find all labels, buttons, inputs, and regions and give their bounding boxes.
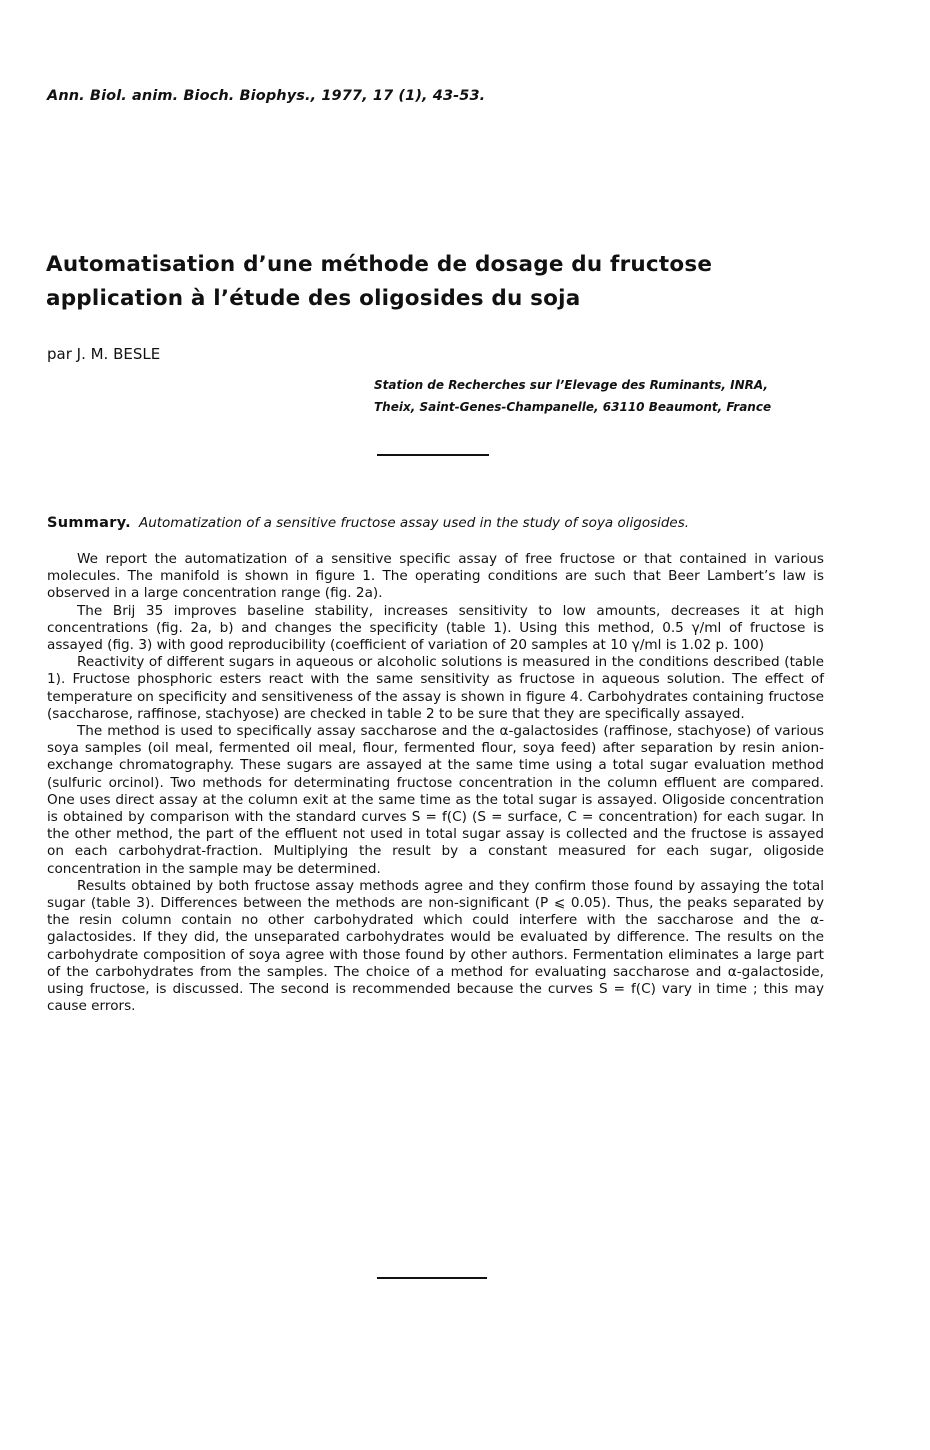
separator-rule-bottom <box>377 1277 487 1279</box>
title-line-1: Automatisation d’une méthode de dosage du fructose <box>46 252 713 277</box>
summary-paragraph-3: Reactivity of different sugars in aqueous or alcoholic solutions is measured in the conditions described (table 1). Fructose phosphoric esters react with the same sensitivity as fructose in aqueous solution. The effect of temperature on specificity and sensitiveness of the assay is shown in figure 4. Carbohydrates containing fructose (saccharose, raffinose, stachyose) are checked in table 2 to be sure that they are specifically assayed. <box>47 654 824 722</box>
summary-paragraph-1: We report the automatization of a sensitive specific assay of free fructose or that contained in various molecules. The manifold is shown in figure 1. The operating conditions are such that Beer Lambert’s law is observed in a large concentration range (fig. 2a). <box>47 551 824 602</box>
affiliation-line-1: Station de Recherches sur l’Elevage des Ruminants, INRA, <box>374 378 768 392</box>
summary-paragraph-2: The Brij 35 improves baseline stability, increases sensitivity to low amounts, decreases it at high concentrations (fig. 2a, b) and changes the specificity (table 1). Using this method, 0.5 γ/ml of fructose is assayed (fig. 3) with good reproducibility (coefficient of variation of 20 samples at 10 γ/ml is 1.02 p. 100) <box>47 602 824 654</box>
author-affiliation <box>374 374 854 418</box>
summary-label: Summary. <box>47 515 131 531</box>
summary-paragraph-4: The method is used to specifically assay saccharose and the α-galactosides (raffinose, stachyose) of various soya samples (oil meal, fermented oil meal, flour, fermented flour, soya feed) after separation by resin anion-exchange chromatography. These sugars are assayed at the same time using a total sugar evaluation method (sulfuric orcinol). Two methods for determinating fructose concentration in the column effluent are compared. One uses direct assay at the column exit at the same time as the total sugar is assayed. Oligoside concentration is obtained by comparison with the standard curves S = f(C) (S = surface, C = concentration) for each sugar. In the other method, the part of the effluent not used in total sugar assay is collected and the fructose is assayed on each carbohydrat-fraction. Multiplying the result by a constant measured for each sugar, oligoside concentration in the sample may be determined. <box>47 723 824 877</box>
summary-heading <box>47 515 847 531</box>
article-title <box>46 248 846 316</box>
separator-rule-top <box>377 454 489 456</box>
summary-body <box>47 551 824 1015</box>
summary-subtitle: Automatization of a sensitive fructose assay used in the study of soya oligosides. <box>138 515 690 531</box>
author-line: par J. M. BESLE <box>47 345 161 363</box>
summary-paragraph-5: Results obtained by both fructose assay methods agree and they confirm those found by assaying the total sugar (table 3). Differences between the methods are non-significant (P ⩽ 0.05). Thus, the peaks separated by the resin column contain no other carbohydrated which could interfere with the saccharose and the α-galactosides. If they did, the unseparated carbohydrates would be evaluated by difference. The results on the carbohydrate composition of soya agree with those found by other authors. Fermentation eliminates a large part of the carbohydrates from the samples. The choice of a method for evaluating saccharose and α-galactoside, using fructose, is discussed. The second is recommended because the curves S = f(C) vary in time ; this may cause errors. <box>47 877 824 1015</box>
affiliation-line-2: Theix, Saint-Genes-Champanelle, 63110 Beaumont, France <box>374 400 772 414</box>
journal-citation: Ann. Biol. anim. Bioch. Biophys., 1977, 17 (1), 43-53. <box>47 88 486 104</box>
title-line-2: application à l’étude des oligosides du soja <box>46 286 581 311</box>
